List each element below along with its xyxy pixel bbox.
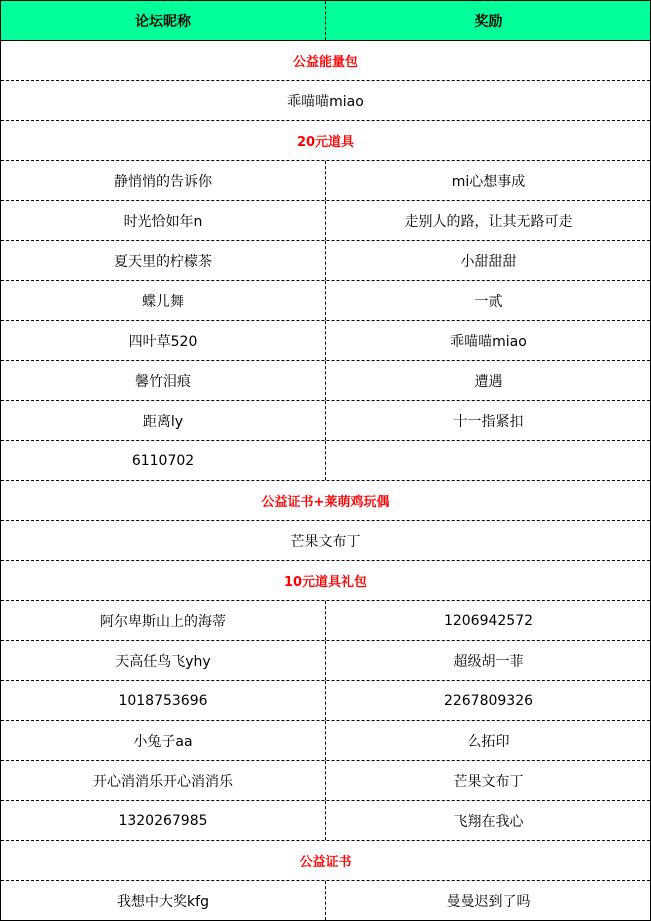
winner-nickname-left: 1018753696 (1, 681, 326, 720)
winner-nickname-right: 走别人的路，让其无路可走 (404, 213, 573, 230)
section-title: 20元道具 (296, 135, 355, 150)
winner-nickname-right: 芒果文布丁 (453, 773, 524, 790)
section-title-row (1, 481, 650, 521)
section-title: 10元道具礼包 (283, 575, 368, 590)
table-header-row (1, 0, 650, 41)
table-row (1, 81, 650, 121)
header-nickname: 论坛昵称 (1, 1, 326, 40)
winner-nickname-left: 时光恰如年n (1, 201, 326, 240)
winner-nickname-right: 遭遇 (474, 373, 503, 390)
section-title-row (1, 841, 650, 881)
table-row (1, 761, 650, 801)
winner-nickname-right: 飞翔在我心 (453, 813, 524, 830)
winner-nickname-right: 2267809326 (443, 692, 534, 709)
winner-nickname-right: 曼曼迟到了吗 (446, 893, 531, 910)
table-row (1, 681, 650, 721)
winner-nickname-left: 夏天里的柠檬茶 (1, 241, 326, 280)
winner-nickname-right: 小甜甜甜 (460, 253, 517, 270)
winner-nickname-right: 1206942572 (443, 612, 534, 629)
winner-nickname: 乖喵喵miao (287, 93, 364, 110)
header-reward: 奖励 (474, 13, 503, 30)
winner-nickname-left: 开心消消乐开心消消乐 (1, 761, 326, 800)
winner-nickname-left: 我想中大奖kfg (1, 881, 326, 920)
table-row (1, 161, 650, 201)
winner-nickname: 芒果文布丁 (290, 533, 361, 550)
table-row (1, 641, 650, 681)
section-title: 公益能量包 (292, 55, 358, 70)
winner-nickname-left: 距离ly (1, 401, 326, 440)
section-title-row (1, 561, 650, 601)
table-row (1, 441, 650, 481)
winner-nickname-left: 馨竹泪痕 (1, 361, 326, 400)
winner-nickname-left: 阿尔卑斯山上的海蒂 (1, 601, 326, 640)
table-row (1, 401, 650, 441)
winner-nickname-right: 一贰 (474, 293, 503, 310)
winner-nickname-left: 1320267985 (1, 801, 326, 840)
table-row (1, 881, 650, 921)
winner-nickname-right: mi心想事成 (451, 173, 526, 190)
table-row (1, 281, 650, 321)
winner-nickname-left: 小兔子aa (1, 721, 326, 760)
table-row (1, 241, 650, 281)
table-row (1, 721, 650, 761)
winner-nickname-right (326, 441, 651, 480)
table-row (1, 601, 650, 641)
table-row (1, 521, 650, 561)
table-row (1, 361, 650, 401)
section-title-row (1, 121, 650, 161)
winner-nickname-right: 乖喵喵miao (450, 333, 527, 350)
winner-nickname-left: 蝶儿舞 (1, 281, 326, 320)
table-body (1, 41, 650, 921)
winner-nickname-left: 四叶草520 (1, 321, 326, 360)
winner-nickname-left: 6110702 (1, 441, 326, 480)
table-row (1, 801, 650, 841)
section-title: 公益证书+莱萌鸡玩偶 (261, 495, 390, 510)
section-title-row (1, 41, 650, 81)
winner-nickname-right: 么拓印 (467, 733, 510, 750)
section-title: 公益证书 (299, 855, 352, 870)
table-row (1, 201, 650, 241)
winner-nickname-left: 静悄悄的告诉你 (1, 161, 326, 200)
winner-nickname-left: 天高任鸟飞yhy (1, 641, 326, 680)
winner-nickname-right: 超级胡一菲 (453, 653, 524, 670)
winner-nickname-right: 十一指紧扣 (453, 413, 524, 430)
table-row (1, 321, 650, 361)
